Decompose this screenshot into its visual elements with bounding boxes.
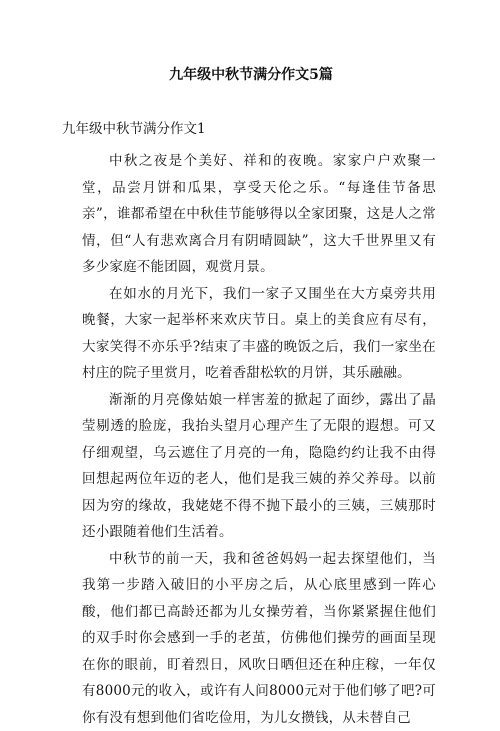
- paragraph-2: 在如水的月光下，我们一家子又围坐在大方桌旁共用晚餐，大家一起举杯来欢庆节日。桌上的美食应有尽有，大家笑得不亦乐乎?结束了丰盛的晚饭之后，我们一家坐在村庄的院子里赏月，吃着香甜松软的月饼，其乐融融。: [82, 281, 436, 387]
- paragraph-1: 中秋之夜是个美好、祥和的夜晚。家家户户欢聚一堂，品尝月饼和瓜果，享受天伦之乐。“每逢佳节备思亲”，谁都希望在中秋佳节能够得以全家团聚，这是人之常情，但“人有悲欢离合月有阴晴圆缺”，这大千世界里又有多少家庭不能团圆，观赏月景。: [82, 148, 436, 281]
- paragraph-4: 中秋节的前一天，我和爸爸妈妈一起去探望他们，当我第一步踏入破旧的小平房之后，从心底里感到一阵心酸，他们都已高龄还都为儿女操劳着，当你紧紧握住他们的双手时你会感到一手的老茧，仿佛他们操劳的画面呈现在你的眼前，盯着烈日，风吹日晒但还在种庄稼，一年仅有8000元的收入，或许有人问8000元对于他们够了吧?可你有没有想到他们省吃俭用，为儿女攒钱，从未替自己: [82, 546, 436, 731]
- section-title: 九年级中秋节满分作文1: [62, 118, 436, 140]
- document-title: 九年级中秋节满分作文5篇: [66, 66, 436, 84]
- paragraph-3: 渐渐的月亮像姑娘一样害羞的掀起了面纱，露出了晶莹剔透的脸庞，我抬头望月心理产生了无限的遐想。可又仔细观望，乌云遮住了月亮的一角，隐隐约约让我不由得回想起两位年迈的老人，他们是我三姨的养父养母。以前因为穷的缘故，我姥姥不得不抛下最小的三姨，三姨那时还小跟随着他们生活着。: [82, 387, 436, 546]
